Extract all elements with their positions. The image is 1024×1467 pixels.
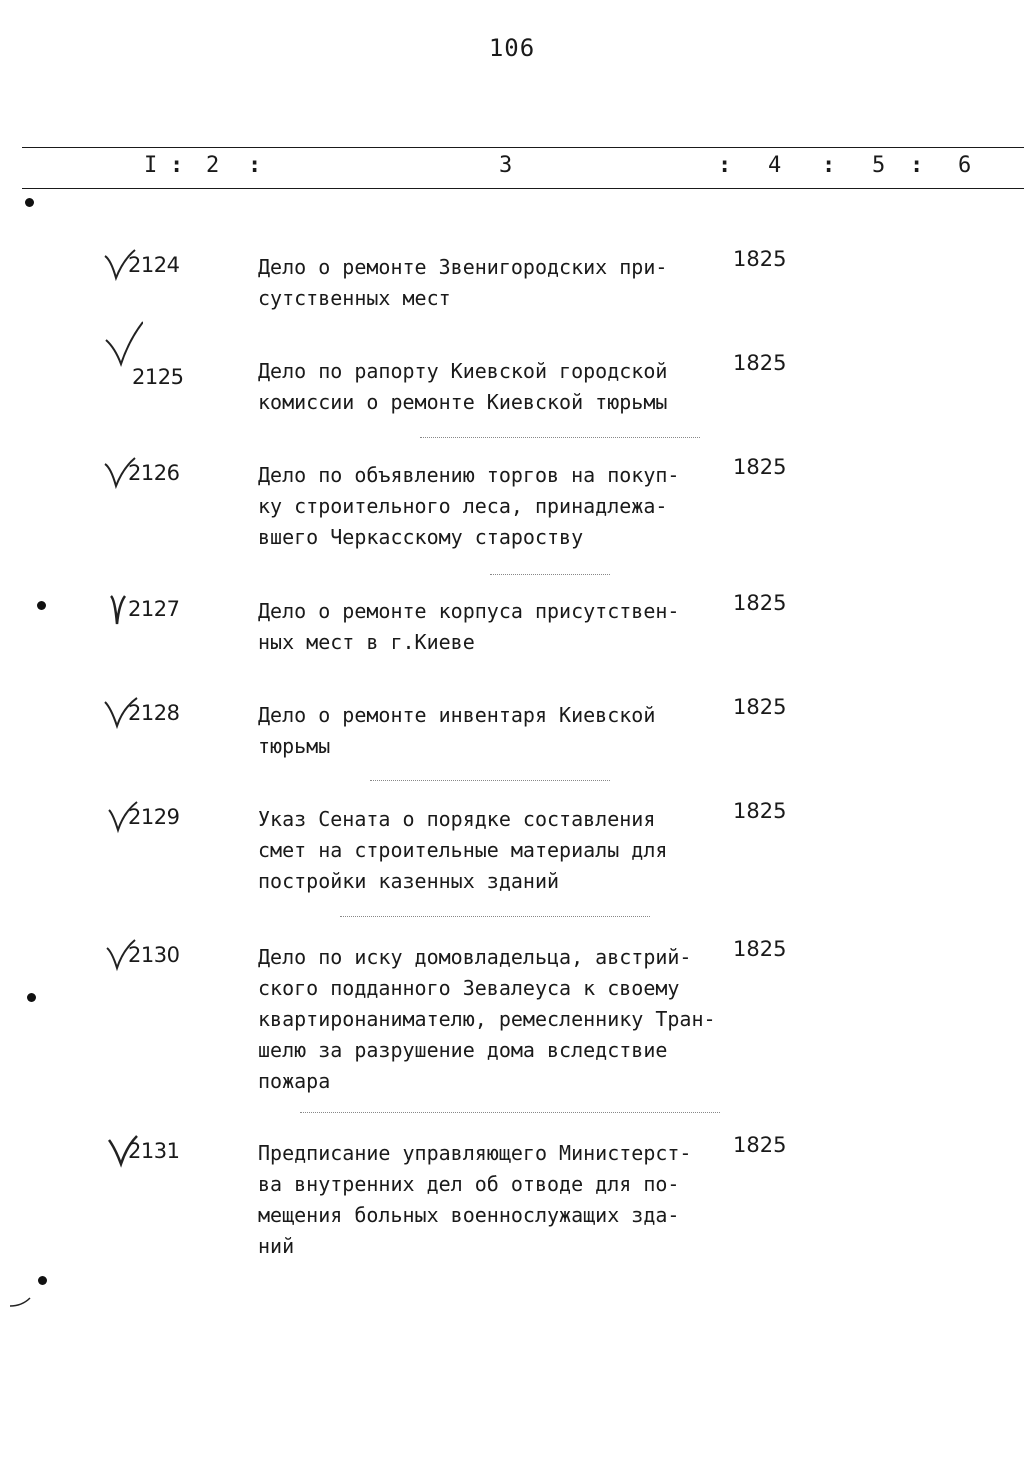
entry-description xyxy=(258,942,728,1097)
description-line: вшего Черкасскому староству xyxy=(258,525,584,549)
column-header-2: 2 xyxy=(206,153,220,178)
description-line: Дело о ремонте корпуса присутствен- xyxy=(258,599,680,623)
separator-dots xyxy=(340,916,650,917)
entry-description xyxy=(258,252,728,314)
column-header-5: 5 xyxy=(872,153,886,178)
entry-number: 2125 xyxy=(132,365,184,389)
entry-description xyxy=(258,804,728,897)
column-separator: : xyxy=(718,153,732,178)
separator-dots xyxy=(490,574,610,575)
description-line: пожара xyxy=(258,1069,331,1093)
description-line: шелю за разрушение дома вследствие xyxy=(258,1038,668,1062)
entry-description xyxy=(258,700,728,762)
column-separator: : xyxy=(822,153,836,178)
separator-dots xyxy=(420,437,700,438)
page-number: 106 xyxy=(488,34,536,62)
entry-description xyxy=(258,596,728,658)
description-line: комиссии о ремонте Киевской тюрьмы xyxy=(258,390,668,414)
column-separator: : xyxy=(248,153,262,178)
description-line: ва внутренних дел об отводе для по- xyxy=(258,1172,680,1196)
punch-hole-dot xyxy=(38,1276,47,1285)
entry-number: 2127 xyxy=(128,597,180,621)
punch-hole-dot xyxy=(25,198,34,207)
description-line: Дело по иску домовладельца, австрий- xyxy=(258,945,692,969)
entry-description xyxy=(258,1138,728,1262)
description-line: Дело по рапорту Киевской городской xyxy=(258,359,668,383)
description-line: ний xyxy=(258,1234,295,1258)
entry-description xyxy=(258,356,728,418)
entry-number: 2124 xyxy=(128,253,180,277)
punch-hole-dot xyxy=(27,993,36,1002)
entry-number: 2128 xyxy=(128,701,180,725)
column-header-1: I xyxy=(144,153,158,178)
description-line: мещения больных военнослужащих зда- xyxy=(258,1203,680,1227)
punch-hole-dot xyxy=(37,601,46,610)
description-line: тюрьмы xyxy=(258,734,331,758)
description-line: Дело о ремонте инвентаря Киевской xyxy=(258,703,656,727)
entry-year: 1825 xyxy=(733,247,787,271)
description-line: ку строительного леса, принадлежа- xyxy=(258,494,668,518)
entry-number: 2126 xyxy=(128,461,180,485)
entry-number: 2131 xyxy=(128,1139,180,1163)
separator-dots xyxy=(300,1112,720,1113)
entry-year: 1825 xyxy=(733,937,787,961)
description-line: Дело о ремонте Звенигородских при- xyxy=(258,255,668,279)
margin-scribble xyxy=(8,1296,34,1310)
table-header-top-rule xyxy=(22,147,1024,148)
column-header-3: 3 xyxy=(499,153,513,178)
description-line: Дело по объявлению торгов на покуп- xyxy=(258,463,680,487)
entry-year: 1825 xyxy=(733,591,787,615)
entry-year: 1825 xyxy=(733,351,787,375)
column-separator: : xyxy=(910,153,924,178)
description-line: Указ Сената о порядке составления xyxy=(258,807,656,831)
description-line: смет на строительные материалы для xyxy=(258,838,668,862)
entry-year: 1825 xyxy=(733,799,787,823)
separator-dots xyxy=(370,780,610,781)
description-line: ных мест в г.Киеве xyxy=(258,630,475,654)
entry-year: 1825 xyxy=(733,455,787,479)
entry-number: 2130 xyxy=(128,943,180,967)
description-line: Предписание управляющего Министерст- xyxy=(258,1141,692,1165)
column-header-4: 4 xyxy=(768,153,782,178)
description-line: сутственных мест xyxy=(258,286,451,310)
column-header-6: 6 xyxy=(958,153,972,178)
entry-number: 2129 xyxy=(128,805,180,829)
description-line: постройки казенных зданий xyxy=(258,869,560,893)
entry-year: 1825 xyxy=(733,695,787,719)
entry-year: 1825 xyxy=(733,1133,787,1157)
table-header-bottom-rule xyxy=(22,188,1024,189)
description-line: ского подданного Зевалеуса к своему xyxy=(258,976,680,1000)
entry-description xyxy=(258,460,728,553)
column-separator: : xyxy=(170,153,184,178)
description-line: квартиронанимателю, ремесленнику Тран- xyxy=(258,1007,716,1031)
